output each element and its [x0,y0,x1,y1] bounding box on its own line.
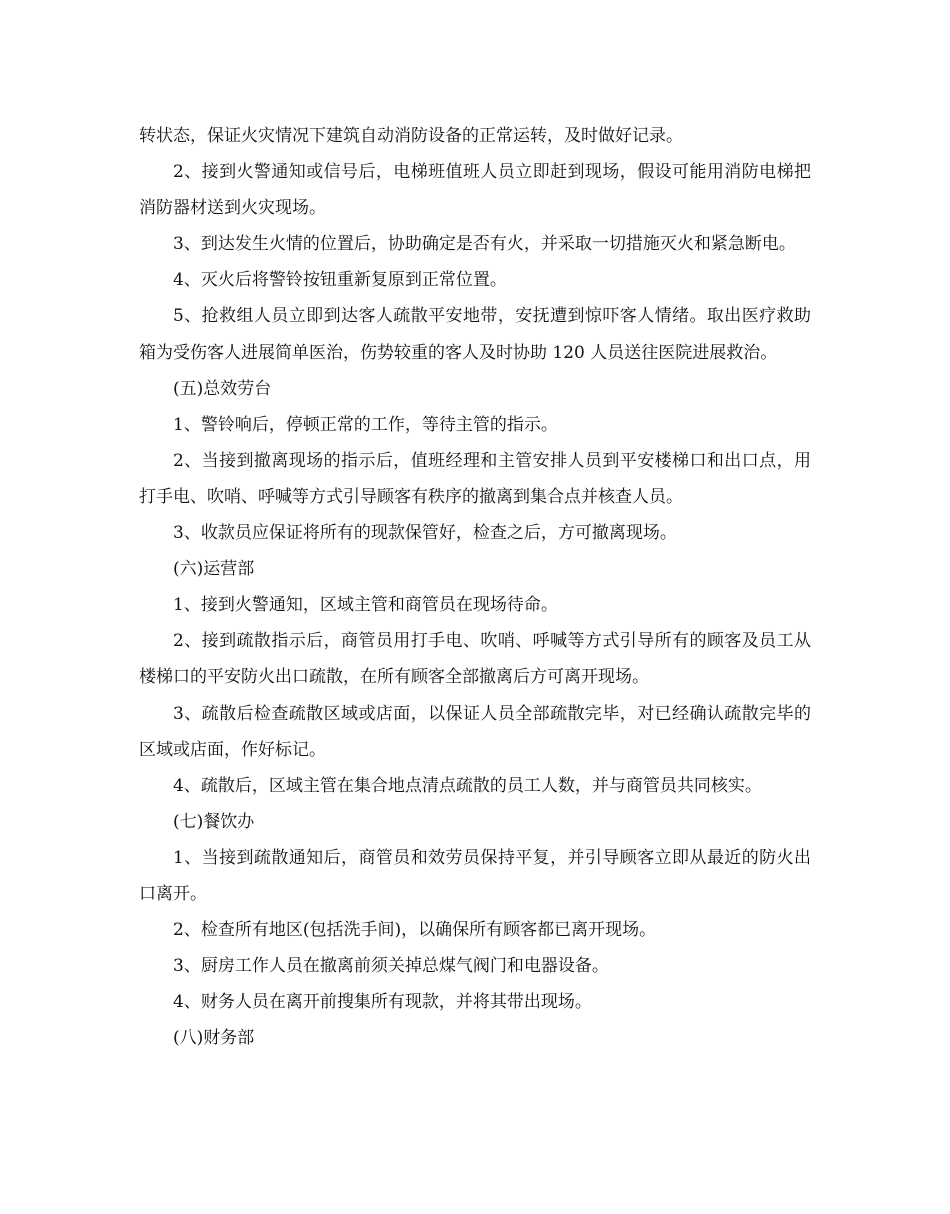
list-item: 1、接到火警通知，区域主管和商管员在现场待命。 [173,595,558,616]
list-item: 3、到达发生火情的位置后，协助确定是否有火，并采取一切措施灭火和紧急断电。 [173,234,796,255]
section-heading: (六)运营部 [173,559,255,580]
list-item: 2、当接到撤离现场的指示后，值班经理和主管安排人员到平安楼梯口和出口点，用打手电、吹哨、呼喊等方式引导顾客有秩序的撤离到集合点并核查人员。 [139,450,811,507]
section-heading: (八)财务部 [173,1028,255,1049]
list-item: 1、警铃响后，停顿正常的工作，等待主管的指示。 [173,414,558,435]
list-item: 2、接到疏散指示后，商管员用打手电、吹哨、呼喊等方式引导所有的顾客及员工从楼梯口的平安防火出口疏散，在所有顾客全部撤离后方可离开现场。 [139,631,811,688]
list-item: 2、检查所有地区(包括洗手间)，以确保所有顾客都已离开现场。 [173,920,657,941]
document-body [139,118,811,1056]
paragraph-continuation: 转状态，保证火灾情况下建筑自动消防设备的正常运转，及时做好记录。 [139,126,683,146]
list-item: 4、疏散后，区域主管在集合地点清点疏散的员工人数，并与商管员共同核实。 [173,775,762,796]
list-item: 3、厨房工作人员在撤离前须关掉总煤气阀门和电器设备。 [173,956,609,977]
list-item: 4、财务人员在离开前搜集所有现款，并将其带出现场。 [173,992,592,1013]
section-heading: (五)总效劳台 [173,378,272,399]
list-item: 5、抢救组人员立即到达客人疏散平安地带，安抚遭到惊吓客人情绪。取出医疗救助箱为受伤客人进展简单医治，伤势较重的客人及时协助 120 人员送往医院进展救治。 [139,306,811,363]
section-heading: (七)餐饮办 [173,811,255,832]
list-item: 2、接到火警通知或信号后，电梯班值班人员立即赶到现场，假设可能用消防电梯把消防器材送到火灾现场。 [139,162,811,219]
list-item: 3、疏散后检查疏散区域或店面，以保证人员全部疏散完毕，对已经确认疏散完毕的区域或店面，作好标记。 [139,703,811,760]
list-item: 4、灭火后将警铃按钮重新复原到正常位置。 [173,270,507,291]
list-item: 1、当接到疏散通知后，商管员和效劳员保持平复，并引导顾客立即从最近的防火出口离开。 [139,847,811,904]
list-item: 3、收款员应保证将所有的现款保管好，检查之后，方可撤离现场。 [173,523,677,544]
